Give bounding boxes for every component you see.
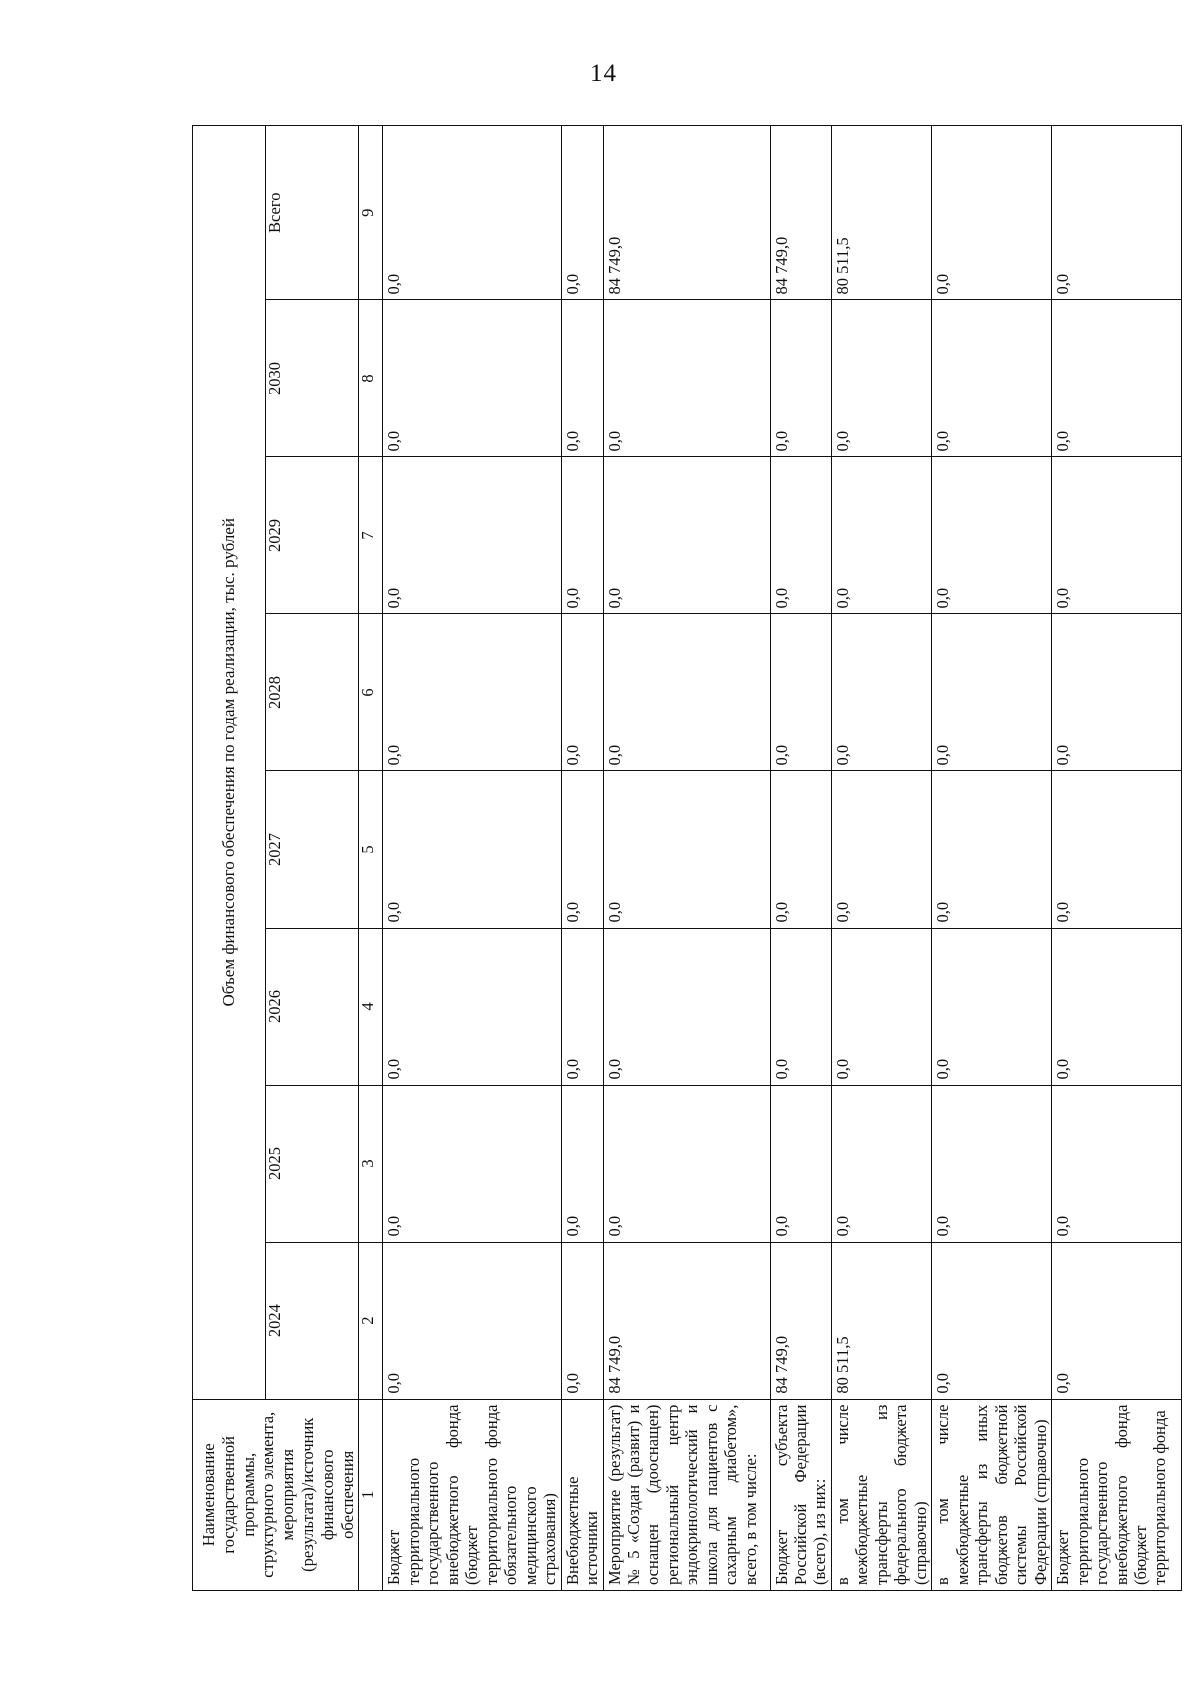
value-cell: 0,0 <box>383 614 561 771</box>
row-name-cell: в том числе межбюджетные трансферты из иных бюджетов бюджетной системы Российской Федерации (справочно) <box>932 1399 1052 1590</box>
header-year-cell: 2026 <box>266 928 359 1085</box>
header-column-number: 5 <box>359 771 383 928</box>
page-number: 14 <box>590 60 617 87</box>
header-group-cell: Объем финансового обеспечения по годам реализации, тыс. рублей <box>193 126 266 1400</box>
value-cell: 0,0 <box>932 928 1052 1085</box>
value-cell: 0,0 <box>831 300 931 457</box>
row-name-cell: Мероприятие (результат) № 5 «Создан (развит) и оснащен (дооснащен) региональный центр эндокринологический и школа для пациентов с сахарным диабетом», всего, в том числе: <box>603 1399 770 1590</box>
value-cell: 0,0 <box>1052 300 1182 457</box>
value-cell: 0,0 <box>561 1242 603 1399</box>
value-cell: 0,0 <box>932 1242 1052 1399</box>
header-column-number: 7 <box>359 457 383 614</box>
value-cell: 0,0 <box>1052 1242 1182 1399</box>
value-cell: 0,0 <box>770 300 831 457</box>
header-column-number: 2 <box>359 1242 383 1399</box>
value-cell: 84 749,0 <box>770 1242 831 1399</box>
value-cell: 0,0 <box>1052 457 1182 614</box>
value-cell: 0,0 <box>561 771 603 928</box>
value-cell: 0,0 <box>561 300 603 457</box>
header-year-cell: 2029 <box>266 457 359 614</box>
header-column-number: 8 <box>359 300 383 457</box>
value-cell: 0,0 <box>831 771 931 928</box>
value-cell: 84 749,0 <box>770 126 831 300</box>
value-cell: 0,0 <box>603 928 770 1085</box>
row-name-cell: Бюджет территориального государственного внебюджетного фонда (бюджет территориального фонда обязательного медицинского страхования) <box>383 1399 561 1590</box>
value-cell: 0,0 <box>932 126 1052 300</box>
value-cell: 0,0 <box>1052 1085 1182 1242</box>
value-cell: 0,0 <box>831 614 931 771</box>
value-cell: 80 511,5 <box>831 1242 931 1399</box>
row-name-cell: Внебюджетные источники <box>561 1399 603 1590</box>
table-row <box>383 126 561 1591</box>
value-cell: 0,0 <box>1052 614 1182 771</box>
table-row <box>561 126 603 1591</box>
value-cell: 0,0 <box>932 300 1052 457</box>
value-cell: 0,0 <box>932 771 1052 928</box>
value-cell: 0,0 <box>561 457 603 614</box>
value-cell: 0,0 <box>770 614 831 771</box>
value-cell: 0,0 <box>831 1085 931 1242</box>
value-cell: 0,0 <box>1052 928 1182 1085</box>
table-row <box>831 126 931 1591</box>
value-cell: 84 749,0 <box>603 1242 770 1399</box>
table-row <box>770 126 831 1591</box>
table-row <box>932 126 1052 1591</box>
header-column-number: 6 <box>359 614 383 771</box>
value-cell: 0,0 <box>1052 771 1182 928</box>
value-cell: 0,0 <box>831 457 931 614</box>
row-name-cell: Бюджет территориального государственного внебюджетного фонда (бюджет территориального фонда <box>1052 1399 1182 1590</box>
value-cell: 0,0 <box>383 928 561 1085</box>
value-cell: 0,0 <box>932 614 1052 771</box>
value-cell: 0,0 <box>932 1085 1052 1242</box>
value-cell: 0,0 <box>603 771 770 928</box>
header-year-cell: 2027 <box>266 771 359 928</box>
header-column-number: 3 <box>359 1085 383 1242</box>
value-cell: 0,0 <box>932 457 1052 614</box>
value-cell: 0,0 <box>383 771 561 928</box>
header-column-number: 9 <box>359 126 383 300</box>
header-year-cell: 2030 <box>266 300 359 457</box>
header-year-cell: Всего <box>266 126 359 300</box>
value-cell: 0,0 <box>770 457 831 614</box>
value-cell: 0,0 <box>383 457 561 614</box>
value-cell: 0,0 <box>603 1085 770 1242</box>
value-cell: 80 511,5 <box>831 126 931 300</box>
value-cell: 0,0 <box>561 1085 603 1242</box>
header-name-cell: Наименование государственной программы, структурного элемента, мероприятия (результата)/источник финансового обеспечения <box>193 1399 359 1590</box>
value-cell: 0,0 <box>770 928 831 1085</box>
value-cell: 0,0 <box>383 300 561 457</box>
value-cell: 0,0 <box>770 1085 831 1242</box>
value-cell: 0,0 <box>603 457 770 614</box>
financing-table <box>192 125 1182 1591</box>
header-year-cell: 2024 <box>266 1242 359 1399</box>
value-cell: 0,0 <box>383 1242 561 1399</box>
row-name-cell: в том числе межбюджетные трансферты из федерального бюджета (справочно) <box>831 1399 931 1590</box>
value-cell: 0,0 <box>561 126 603 300</box>
value-cell: 0,0 <box>831 928 931 1085</box>
value-cell: 0,0 <box>383 1085 561 1242</box>
value-cell: 0,0 <box>1052 126 1182 300</box>
header-year-cell: 2028 <box>266 614 359 771</box>
value-cell: 0,0 <box>561 614 603 771</box>
table-row <box>1052 126 1182 1591</box>
value-cell: 0,0 <box>603 300 770 457</box>
value-cell: 0,0 <box>770 771 831 928</box>
header-column-number: 1 <box>359 1399 383 1590</box>
header-year-cell: 2025 <box>266 1085 359 1242</box>
value-cell: 0,0 <box>561 928 603 1085</box>
value-cell: 0,0 <box>603 614 770 771</box>
table-row <box>603 126 770 1591</box>
value-cell: 84 749,0 <box>603 126 770 300</box>
row-name-cell: Бюджет субъекта Российской Федерации (всего), из них: <box>770 1399 831 1590</box>
table-wrapper <box>192 125 1170 1591</box>
header-column-number: 4 <box>359 928 383 1085</box>
value-cell: 0,0 <box>383 126 561 300</box>
